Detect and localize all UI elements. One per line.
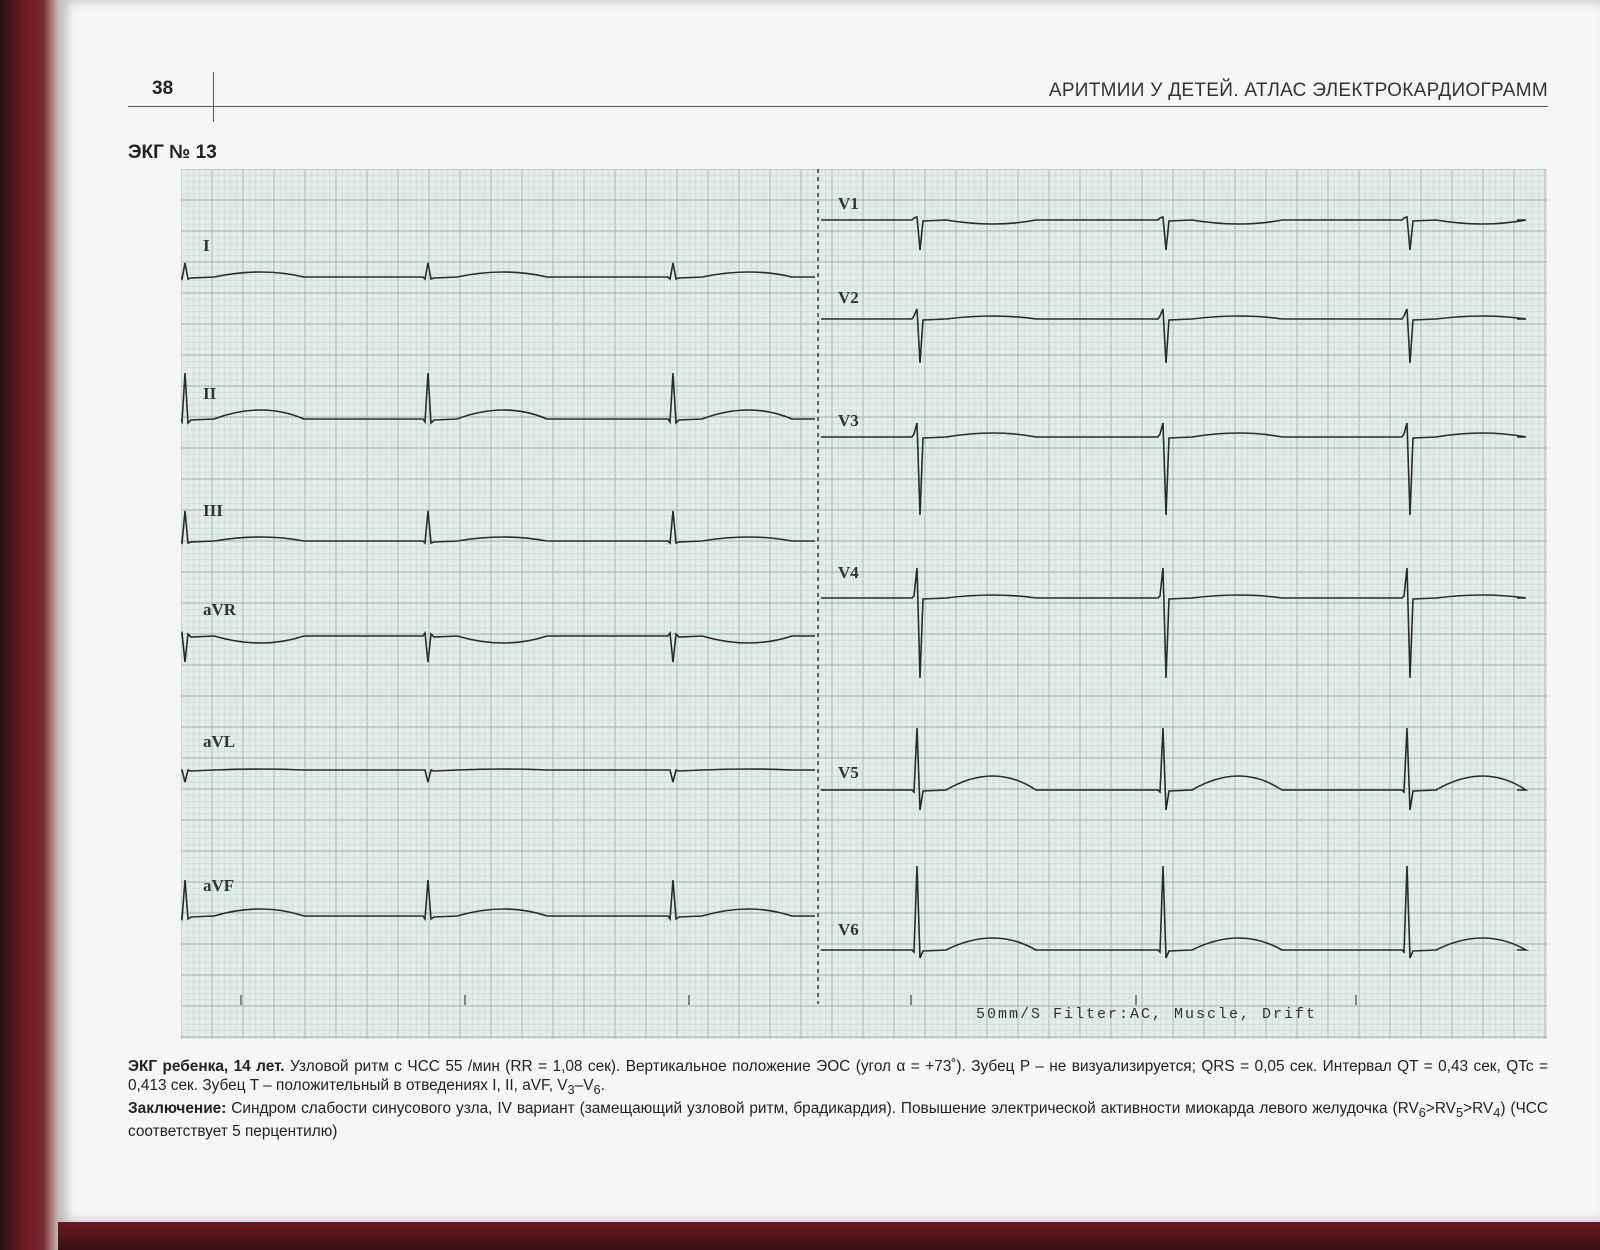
- caption-sub: 4: [1493, 1105, 1501, 1121]
- caption-conclusion: [128, 1099, 1548, 1141]
- caption-text: >RV: [1425, 1100, 1456, 1118]
- lead-label: III: [203, 501, 223, 520]
- lead-label: V1: [838, 194, 859, 213]
- lead-label: V3: [838, 411, 859, 430]
- caption-text: .: [600, 1077, 605, 1094]
- caption-text: >RV: [1463, 1100, 1494, 1118]
- ecg-strip: [181, 169, 1547, 1039]
- lead-label: V4: [838, 563, 859, 582]
- lead-label: I: [203, 236, 210, 255]
- lead-label: aVF: [203, 876, 235, 895]
- caption-lead: ЭКГ ребенка, 14 лет.: [128, 1058, 285, 1075]
- book-title: АРИТМИИ У ДЕТЕЙ. АТЛАС ЭЛЕКТРОКАРДИОГРАММ: [1048, 80, 1548, 101]
- conclusion-text: Синдром слабости синусового узла, IV вариант (замещающий узловой ритм, брадикардия). Повышение электрической активности миокарда левого желудочка (RV: [231, 1100, 1419, 1118]
- caption-sub: 5: [1455, 1105, 1464, 1121]
- caption-description: [128, 1057, 1548, 1099]
- ecg-svg: [181, 169, 1547, 1039]
- header-divider: [213, 72, 214, 122]
- ecg-title: ЭКГ № 13: [128, 142, 217, 163]
- recorder-settings: 50mm/S Filter:AC, Muscle, Drift: [976, 1006, 1318, 1023]
- book-bottom-edge: [58, 1222, 1600, 1250]
- caption-text: –V: [574, 1077, 594, 1094]
- caption-sub: 3: [567, 1082, 575, 1098]
- header-rule: [128, 106, 1548, 107]
- lead-label: aVL: [203, 732, 236, 751]
- caption-text: Узловой ритм с ЧСС 55 /мин (RR = 1,08 сек). Вертикальное положение ЭОС (угол α = +73˚). Зубец P – не визуализируется; QRS = 0,05 сек. Интервал QT = 0,43 сек, QTc = 0,413 сек. Зубец T – положительный в отведениях I, II, aVF, V: [128, 1058, 1548, 1094]
- caption-text: ) (ЧСС соответствует 5 перцентилю): [128, 1100, 1548, 1141]
- conclusion-label: Заключение:: [128, 1100, 227, 1118]
- lead-label: V5: [838, 763, 859, 782]
- lead-label: aVR: [203, 600, 237, 619]
- caption-sub: 6: [593, 1082, 601, 1098]
- page-number: 38: [152, 78, 174, 99]
- ecg-paper: [181, 169, 1547, 1039]
- caption-sub: 6: [1418, 1105, 1426, 1121]
- book-binding: [0, 0, 62, 1250]
- lead-label: V2: [838, 288, 859, 307]
- lead-label: II: [203, 384, 217, 403]
- lead-label: V6: [838, 920, 859, 939]
- figure-caption: [128, 1057, 1548, 1141]
